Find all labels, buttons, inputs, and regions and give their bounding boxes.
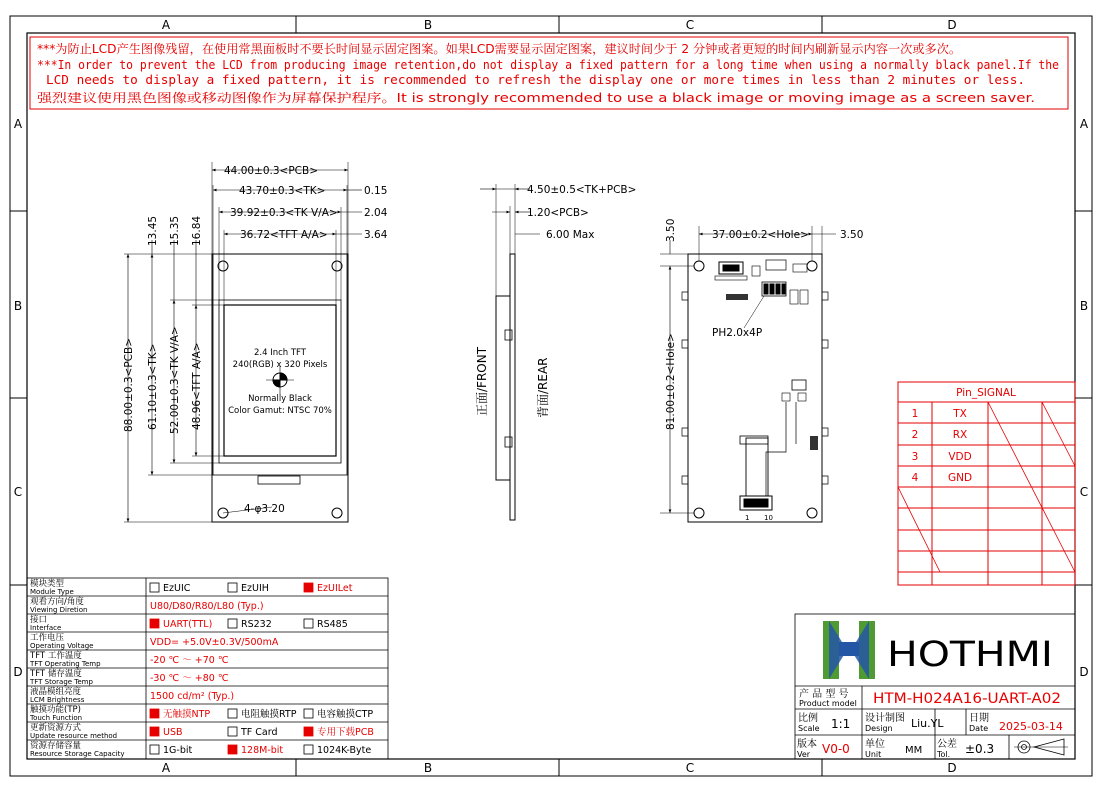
spec-value: U80/D80/R80/L80 (Typ.) — [150, 601, 264, 612]
spec-label-en: Module Type — [30, 588, 74, 596]
unit-cn: 单位 — [865, 739, 885, 750]
tol-en: Tol. — [937, 750, 951, 759]
chip — [766, 260, 786, 270]
spec-label-cn: 工作电压 — [30, 633, 65, 643]
zone-right-c: C — [1079, 485, 1089, 499]
spec-checkbox — [304, 745, 313, 754]
mounting-hole-icon — [694, 508, 704, 518]
zone-right-a: A — [1079, 117, 1089, 131]
dim-pcb-height: 88.00±0.3<PCB> — [123, 337, 135, 432]
pin-no: 4 — [911, 472, 919, 484]
spec-checkbox — [150, 619, 159, 628]
spec-label-en: Resource Storage Capacity — [30, 750, 125, 758]
notice-box — [30, 37, 1068, 109]
scale-en: Scale — [798, 724, 820, 733]
dim-top-offset: 3.50 — [665, 218, 677, 242]
spec-option: EzUIH — [241, 583, 269, 594]
spec-option: 无触摸NTP — [163, 709, 211, 720]
model-number: HTM-H024A16-UART-A02 — [873, 691, 1061, 707]
spec-option: 电容触摸CTP — [317, 709, 374, 720]
side-pcb — [510, 254, 515, 520]
chip — [752, 266, 760, 276]
component — [782, 393, 790, 401]
dim-tft-aa-height: 48.96<TFT A/A> — [191, 342, 203, 430]
spec-value: VDD= +5.0V±0.3V/500mA — [150, 637, 279, 648]
component — [790, 290, 798, 304]
dim-total-thickness: 4.50±0.5<TK+PCB> — [527, 184, 637, 196]
tol-value: ±0.3 — [965, 742, 995, 756]
dim-hole-offset: 3.50 — [840, 229, 864, 241]
dim-tft-aa-width: 36.72<TFT A/A> — [240, 229, 328, 241]
spec-value: -20 ℃ ～ +70 ℃ — [150, 655, 229, 666]
pin-no: 2 — [911, 429, 919, 441]
spec-value: 1500 cd/m² (Typ.) — [150, 691, 235, 702]
spec-option: TF Card — [241, 727, 278, 738]
model-label-cn: 产 品 型 号 — [799, 689, 849, 700]
hole-spec: 4-φ3.20 — [244, 503, 285, 515]
front-connector-tab — [258, 476, 300, 484]
spec-option: 专用下载PCB — [317, 727, 374, 738]
back-view — [660, 226, 836, 522]
spec-checkbox — [304, 709, 313, 718]
screen-gamut: Color Gamut: NTSC 70% — [228, 406, 332, 416]
pin-signal: TX — [953, 408, 967, 420]
back-pcb-outline — [688, 254, 822, 522]
dim-tk-va-height: 52.00±0.3<TK V/A> — [169, 326, 181, 434]
spec-checkbox — [228, 583, 237, 592]
dim-tk-offset: 0.15 — [364, 185, 388, 197]
fpc-pin-last: 10 — [764, 514, 773, 522]
dim-pcb-width: 44.00±0.3<PCB> — [224, 165, 319, 177]
scale-value: 1:1 — [831, 717, 851, 731]
brand-name: HOTHMI — [887, 635, 1053, 675]
spec-checkbox — [150, 727, 159, 736]
projection-symbol-icon — [1014, 739, 1068, 755]
version-en: Ver — [797, 750, 811, 759]
screen-resolution: 240(RGB) x 320 Pixels — [232, 360, 328, 370]
model-label-en: Product model — [799, 699, 857, 708]
zone-bottom-a: A — [161, 761, 171, 775]
dim-max-height: 6.00 Max — [546, 229, 595, 241]
spec-checkbox — [304, 583, 313, 592]
dim-tk-height: 61.10±0.3<TK> — [147, 343, 159, 430]
designer-name: Liu.YL — [911, 717, 944, 730]
spec-checkbox — [150, 583, 159, 592]
fpc-cable — [746, 438, 768, 496]
zone-left-c: C — [13, 485, 23, 499]
spec-value: -30 ℃ ～ +80 ℃ — [150, 673, 229, 684]
spec-option: EzUILet — [317, 583, 353, 594]
spec-label-cn: TFT 工作温度 — [30, 651, 82, 661]
tol-cn: 公差 — [937, 739, 957, 750]
ph-connector-icon — [762, 282, 786, 296]
side-tk — [496, 296, 510, 480]
spec-option: 1G-bit — [163, 745, 193, 756]
component — [792, 380, 806, 390]
spec-checkbox — [228, 619, 237, 628]
zone-bottom-b: B — [423, 761, 433, 775]
dim-v3: 16.84 — [191, 215, 203, 246]
spec-checkbox — [150, 745, 159, 754]
pin-signal: RX — [952, 429, 968, 441]
screen-size: 2.4 Inch TFT — [253, 348, 307, 358]
spec-label-cn: TFT 储存温度 — [30, 669, 82, 679]
spec-checkbox — [228, 709, 237, 718]
dim-tft-aa-offset: 3.64 — [364, 229, 388, 241]
notice-line-1: ***为防止LCD产生图像残留，在使用常黑面板时不要长时间显示固定图案。如果LCD需要显示固定图案，建议时间少于 2 分钟或者更短的时间内刷新显示内容一次或多次。 — [37, 42, 962, 56]
mounting-hole-icon — [332, 261, 342, 271]
spec-label-en: TFT Operating Temp — [30, 660, 101, 668]
spec-option: RS232 — [241, 619, 272, 630]
dim-pcb-thickness: 1.20<PCB> — [527, 207, 589, 219]
zone-bottom-c: C — [685, 761, 695, 775]
mounting-hole-icon — [332, 508, 342, 518]
spec-label-en: Touch Function — [30, 714, 83, 722]
dim-v2: 15.35 — [169, 215, 181, 246]
version-cn: 版本 — [797, 739, 817, 750]
spec-option: 128M-bit — [241, 745, 284, 756]
spec-label-en: Viewing Diretion — [30, 606, 88, 614]
mounting-hole-icon — [807, 261, 817, 271]
pin-signal: GND — [947, 472, 973, 484]
spec-option: 电阻触摸RTP — [241, 709, 297, 720]
zone-top-b: B — [423, 18, 433, 32]
version-value: V0-0 — [822, 742, 850, 756]
date-en: Date — [969, 724, 989, 733]
label-rear: 背面/REAR — [536, 357, 550, 418]
label-front: 正面/FRONT — [475, 346, 489, 416]
notice-line-2: ***In order to prevent the LCD from producing image retention,do not display a fixed pattern for a long time when using a normally black panel.If the — [37, 58, 1059, 72]
header-pads — [726, 294, 748, 300]
zone-bottom-d: D — [947, 761, 957, 775]
component — [798, 393, 806, 401]
spec-checkbox — [228, 727, 237, 736]
dim-hole-height: 81.00±0.2<Hole> — [665, 333, 677, 430]
side-view — [480, 184, 540, 520]
scale-cn: 比例 — [798, 713, 818, 724]
spec-label-en: Update resource method — [30, 732, 118, 740]
spec-label-cn: 模块类型 — [30, 579, 65, 589]
zone-top-c: C — [685, 18, 695, 32]
spec-label-en: Operating Voltage — [30, 642, 94, 650]
dim-tk-va-offset: 2.04 — [364, 207, 388, 219]
center-mark-icon — [266, 366, 294, 394]
mounting-hole-icon — [694, 261, 704, 271]
zone-top-d: D — [947, 18, 957, 32]
pin-signal-table — [898, 382, 1075, 585]
zone-left-a: A — [13, 117, 23, 131]
spec-label-en: Interface — [30, 624, 62, 632]
spec-label-cn: 接口 — [30, 615, 48, 625]
dim-tk-va-width: 39.92±0.3<TK V/A> — [230, 207, 338, 219]
design-en: Design — [865, 724, 893, 733]
side-view-labels — [475, 184, 636, 418]
dim-tk-width: 43.70±0.3<TK> — [239, 185, 326, 197]
zone-right-b: B — [1079, 299, 1089, 313]
spec-label-cn: 液晶模组亮度 — [30, 687, 82, 697]
pin-table-title: Pin_SIGNAL — [956, 387, 1016, 399]
spec-checkbox — [228, 745, 237, 754]
notice-line-3: LCD needs to display a fixed pattern, it is recommended to refresh the display one or more times in less than 2 minutes or less. — [46, 73, 1025, 87]
chip — [793, 264, 807, 272]
spec-checkbox — [150, 709, 159, 718]
unit-en: Unit — [865, 750, 882, 759]
spec-label-cn: 触摸功能(TP) — [30, 705, 81, 715]
spec-checkbox — [304, 619, 313, 628]
side-component — [505, 437, 512, 447]
spec-checkbox — [304, 727, 313, 736]
design-cn: 设计制图 — [865, 713, 905, 724]
spec-label-cn: 观看方向/角度 — [30, 597, 84, 607]
brand-logo — [823, 621, 1053, 679]
spec-option: USB — [163, 727, 183, 738]
dim-hole-width: 37.00±0.2<Hole> — [712, 229, 809, 241]
zone-top-a: A — [161, 18, 171, 32]
component — [800, 290, 808, 304]
usb-connector-icon — [715, 262, 747, 280]
dim-v1: 13.45 — [147, 215, 159, 246]
unit-value: MM — [905, 745, 923, 756]
spec-option: EzUIC — [163, 583, 191, 594]
screen-mode: Normally Black — [248, 394, 312, 404]
spec-label-en: LCM Brightness — [30, 696, 85, 704]
zone-right-d: D — [1079, 665, 1089, 679]
spec-option: 1024K-Byte — [317, 745, 372, 756]
notice-line-4: 强烈建议使用黑色图像或移动图像作为屏幕保护程序。It is strongly recommended to use a black image or moving image as a screen saver. — [37, 91, 849, 105]
spec-option: UART(TTL) — [163, 619, 213, 630]
mounting-hole-icon — [807, 508, 817, 518]
zone-left-b: B — [13, 299, 23, 313]
spec-option: RS485 — [317, 619, 348, 630]
title-block-text — [797, 687, 1068, 759]
side-component — [505, 330, 512, 340]
pin-signal: VDD — [948, 451, 972, 463]
mounting-hole-icon — [218, 261, 228, 271]
zone-left-d: D — [13, 665, 23, 679]
hothmi-logo-icon — [823, 621, 875, 679]
spec-label-cn: 资源存储容量 — [30, 741, 82, 751]
pin-no: 3 — [911, 451, 919, 463]
pin-no: 1 — [911, 408, 919, 420]
spec-label-en: TFT Storage Temp — [30, 678, 93, 686]
connector-label: PH2.0x4P — [712, 327, 763, 339]
date-value: 2025-03-14 — [999, 720, 1063, 733]
date-cn: 日期 — [969, 713, 989, 724]
spec-label-cn: 更新资源方式 — [30, 723, 82, 733]
fpc-pin-first: 1 — [745, 514, 750, 522]
